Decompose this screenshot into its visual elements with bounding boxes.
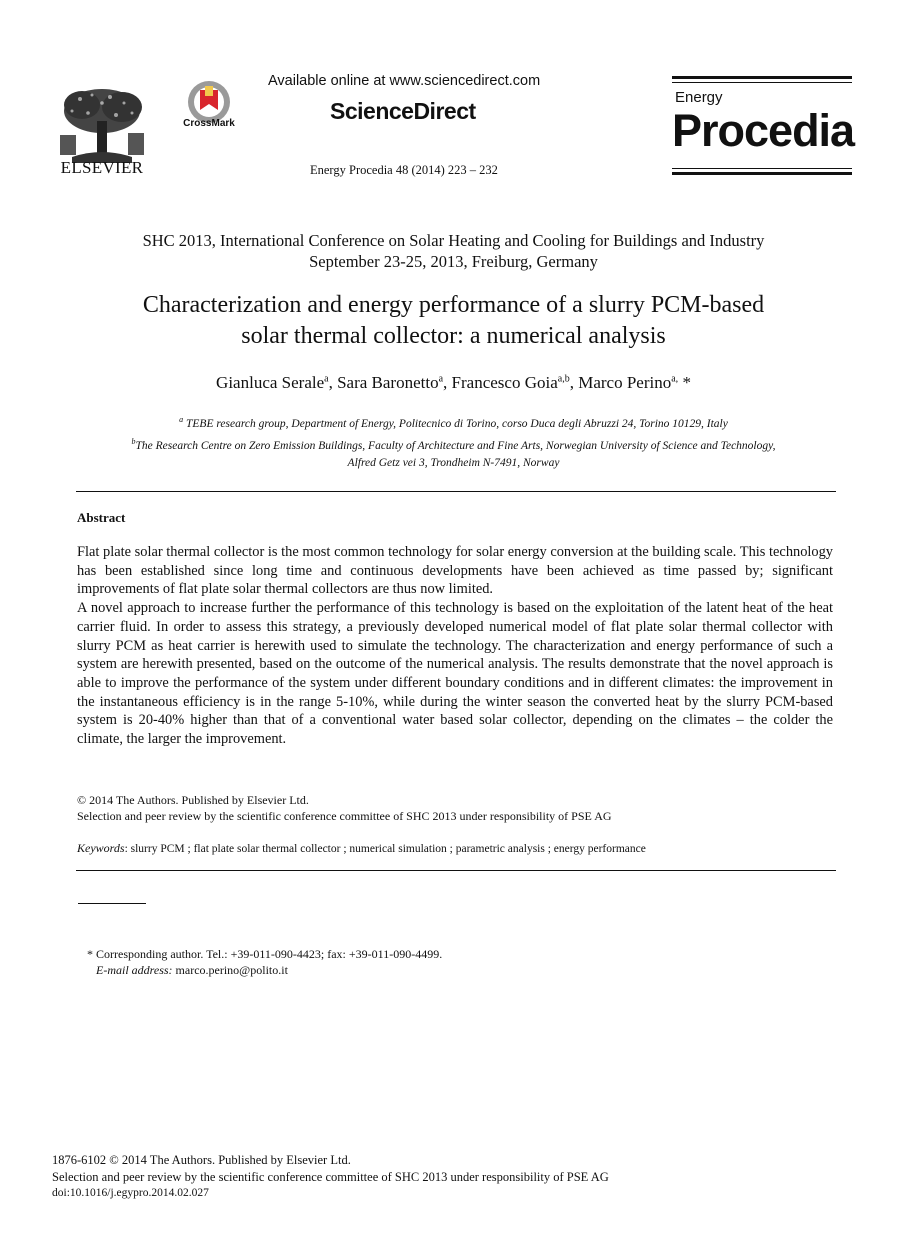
journal-name-large: Procedia <box>672 105 855 156</box>
author-affiliation-mark: a, <box>671 373 679 385</box>
footer-issn-line: 1876-6102 © 2014 The Authors. Published by Elsevier Ltd. <box>52 1153 351 1167</box>
abstract-paragraph: Flat plate solar thermal collector is the most common technology for solar energy conversion at the building scale. This technology has been established since long time and continuous developments have been achieved as time passed by; significant improvements of flat plate solar thermal collectors are thus now limited. <box>77 544 833 598</box>
affiliation-b-address: Alfred Getz vei 3, Trondheim N-7491, Norway <box>347 456 560 469</box>
title-line-1: Characterization and energy performance of a slurry PCM-based <box>142 292 765 318</box>
affiliations <box>60 411 847 472</box>
logo-rule-top <box>672 76 852 79</box>
corresponding-author-footnote <box>87 946 442 978</box>
conference-line-2: September 23-25, 2013, Freiburg, Germany <box>309 252 598 271</box>
abstract-paragraph: A novel approach to increase further the performance of this technology is based on the exploitation of the latent heat of the heat carrier fluid. In order to assess this strategy, a previously developed numerical model of flat plate solar thermal collector with slurry PCM as heat carrier is herewith used to simulate the technology. The characterization and energy performance of such a system are herewith presented, based on the outcome of the numerical analysis. The results demonstrate that the novel approach is able to improve the performance of the system under different boundary conditions and in different climates: the improvement in the instantaneous efficiency is in the range 5-10%, while during the winter season the converted heat by the slurry PCM-based system is 20-40% higher than that of a conventional water based solar collector, depending on the climates – the colder the climate, the larger the improvement. <box>77 600 833 748</box>
available-online-link[interactable]: Available online at www.sciencedirect.com <box>268 73 541 89</box>
corresponding-author-mark: * <box>678 373 691 392</box>
footnote-rule <box>78 903 146 904</box>
sciencedirect-brand[interactable]: ScienceDirect <box>330 98 476 124</box>
author-affiliation-mark: a,b <box>557 373 570 385</box>
author-affiliation-mark: a <box>438 373 444 385</box>
conference-line-1: SHC 2013, International Conference on Solar Heating and Cooling for Buildings and Industry <box>142 231 765 250</box>
journal-name-small: Energy <box>675 89 723 106</box>
paper-title <box>60 290 847 352</box>
logo-rule-bottom-thin <box>672 168 852 169</box>
title-line-2: solar thermal collector: a numerical analysis <box>241 323 666 349</box>
doi-link[interactable]: doi:10.1016/j.egypro.2014.02.027 <box>52 1187 209 1199</box>
affiliation-mark: a <box>179 415 184 424</box>
author-list: Gianluca Serale$^a$, Sara Baronetto$^a$, Francesco Goia$^{a,b}$, Marco Perino$^{a,}$ * <box>216 373 691 392</box>
author-name: Gianluca Serale <box>216 373 325 392</box>
abstract-heading: Abstract <box>77 510 126 525</box>
divider-top <box>76 491 836 492</box>
crossmark-label: CrossMark <box>183 118 235 129</box>
copyright-notice <box>77 793 612 824</box>
footnote-contact: * Corresponding author. Tel.: +39-011-090-4423; fax: +39-011-090-4499. <box>87 947 443 961</box>
publisher-name: ELSEVIER <box>60 158 144 177</box>
affiliation-text: TEBE research group, Department of Energy, Politecnico di Torino, corso Duca degli Abruzzi 24, Torino 10129, Italy <box>183 417 728 430</box>
email-link[interactable]: marco.perino@polito.it <box>172 963 288 977</box>
copyright-line: © 2014 The Authors. Published by Elsevier Ltd. <box>77 793 309 807</box>
journal-citation: Energy Procedia 48 (2014) 223 – 232 <box>310 163 498 177</box>
affiliation-mark: b <box>131 436 136 446</box>
keywords-label: Keywords <box>77 841 125 855</box>
logo-rule-bottom <box>672 172 852 175</box>
author-name: Francesco Goia <box>451 373 558 392</box>
author-name: Marco Perino <box>578 373 672 392</box>
affiliation-text: The Research Centre on Zero Emission Buildings, Faculty of Architecture and Fine Arts, Norwegian University of Science and Technology, <box>135 439 776 452</box>
author-name: Sara Baronetto <box>337 373 439 392</box>
affiliation-b <box>60 433 847 455</box>
conference-info <box>60 230 847 272</box>
email-label: E-mail address: <box>96 963 173 977</box>
affiliation-a <box>60 411 847 433</box>
keywords-text: : slurry PCM ; flat plate solar thermal collector ; numerical simulation ; parametric analysis ; energy performance <box>124 843 646 855</box>
logo-rule-top-thin <box>672 82 852 83</box>
author-affiliation-mark: a <box>324 373 329 385</box>
peer-review-line: Selection and peer review by the scientific conference committee of SHC 2013 under responsibility of PSE AG <box>77 808 612 823</box>
abstract-body <box>77 543 833 749</box>
footer-peer-review: Selection and peer review by the scientific conference committee of SHC 2013 under responsibility of PSE AG <box>52 1169 609 1184</box>
keywords <box>77 841 646 856</box>
divider-bottom <box>76 870 836 871</box>
page-footer <box>52 1152 609 1202</box>
